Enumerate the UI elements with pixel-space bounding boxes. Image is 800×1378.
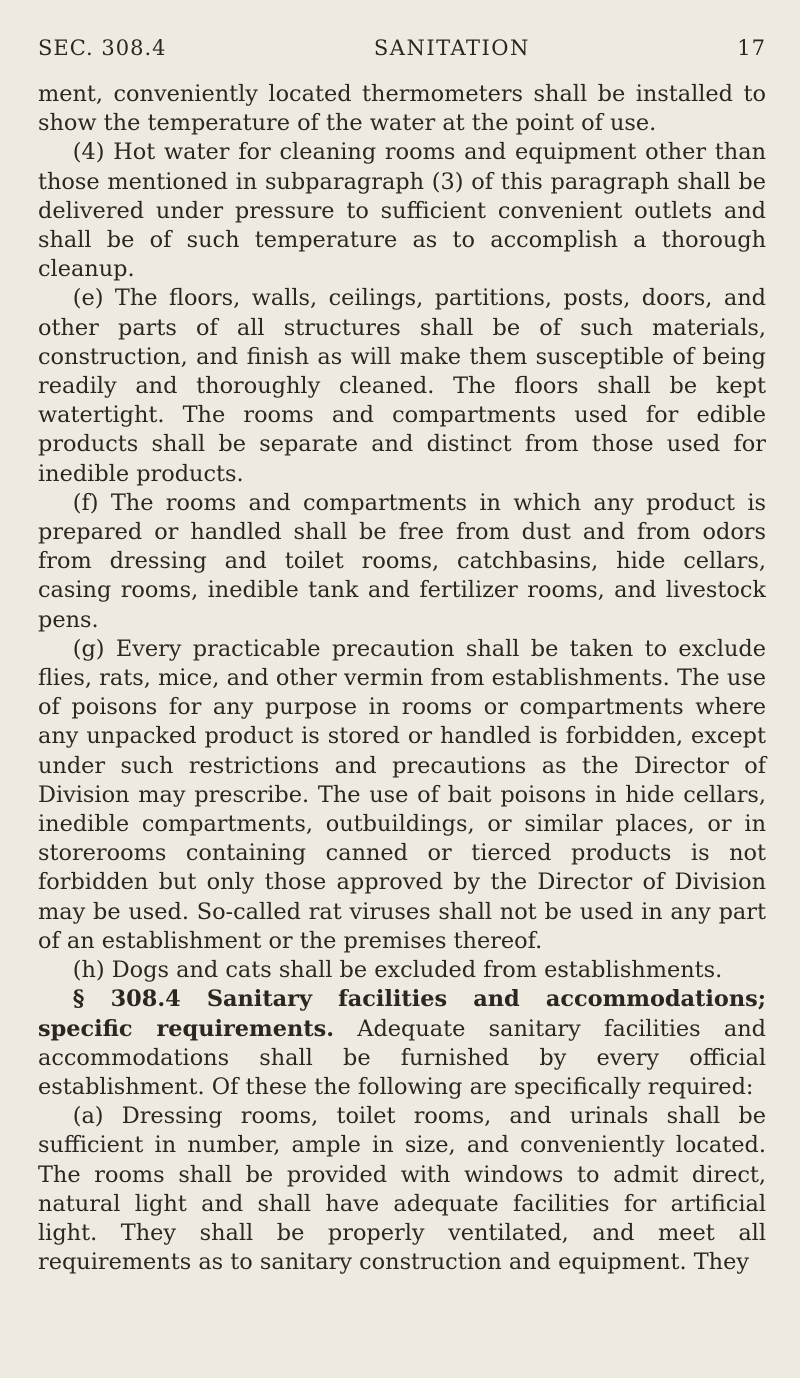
section-number: SEC. 308.4 [38, 36, 167, 60]
page-number: 17 [737, 36, 766, 60]
paragraph-g: (g) Every practicable precaution shall be taken to exclude flies, rats, mice, and other vermin from establishments. The use of poisons for any purpose in rooms or compartments where any unpacked product is stored or handled is forbidden, except under such restrictions and precautions as the Director of Division may prescribe. The use of bait poisons in hide cellars, inedible compartments, outbuildings, or similar places, or in storerooms containing canned or tierced products is not forbidden but only those approved by the Director of Division may be used. So-called rat viruses shall not be used in any part of an establishment or the premises thereof. [38, 635, 766, 954]
section-heading: § 308.4 Sanitary facilities and accommodations; specific requirements. [38, 986, 766, 1042]
body-text [38, 80, 766, 1277]
section-text: Adequate sanitary facilities and accommodations shall be furnished by every official establishment. Of these the following are specifically required: [38, 1015, 766, 1100]
paragraph-continuation: ment, conveniently located thermometers shall be installed to show the temperature of the water at the point of use. [38, 81, 766, 137]
paragraph-f: (f) The rooms and compartments in which any product is prepared or handled shall be free from dust and from odors from dressing and toilet rooms, catchbasins, hide cellars, casing rooms, inedible tank and fertilizer rooms, and livestock pens. [38, 489, 766, 633]
paragraph-e: (e) The floors, walls, ceilings, partitions, posts, doors, and other parts of all structures shall be of such materials, construction, and finish as will make them susceptible of being readily and thoroughly cleaned. The floors shall be kept watertight. The rooms and compartments used for edible products shall be separate and distinct from those used for inedible products. [38, 285, 766, 487]
section-308-4 [38, 985, 766, 1102]
paragraph-h: (h) Dogs and cats shall be excluded from establishments. [72, 957, 723, 984]
paragraph-4: (4) Hot water for cleaning rooms and equipment other than those mentioned in subparagraph (3) of this paragraph shall be delivered under pressure to sufficient convenient outlets and shall be of such temperature as to accomplish a thorough cleanup. [38, 139, 766, 283]
running-header [38, 36, 766, 60]
paragraph-a: (a) Dressing rooms, toilet rooms, and urinals shall be sufficient in number, ample in size, and conveniently located. The rooms shall be provided with windows to admit direct, natural light and shall have adequate facilities for artificial light. They shall be properly ventilated, and meet all requirements as to sanitary construction and equipment. They [38, 1103, 766, 1276]
header-title: SANITATION [373, 36, 530, 60]
